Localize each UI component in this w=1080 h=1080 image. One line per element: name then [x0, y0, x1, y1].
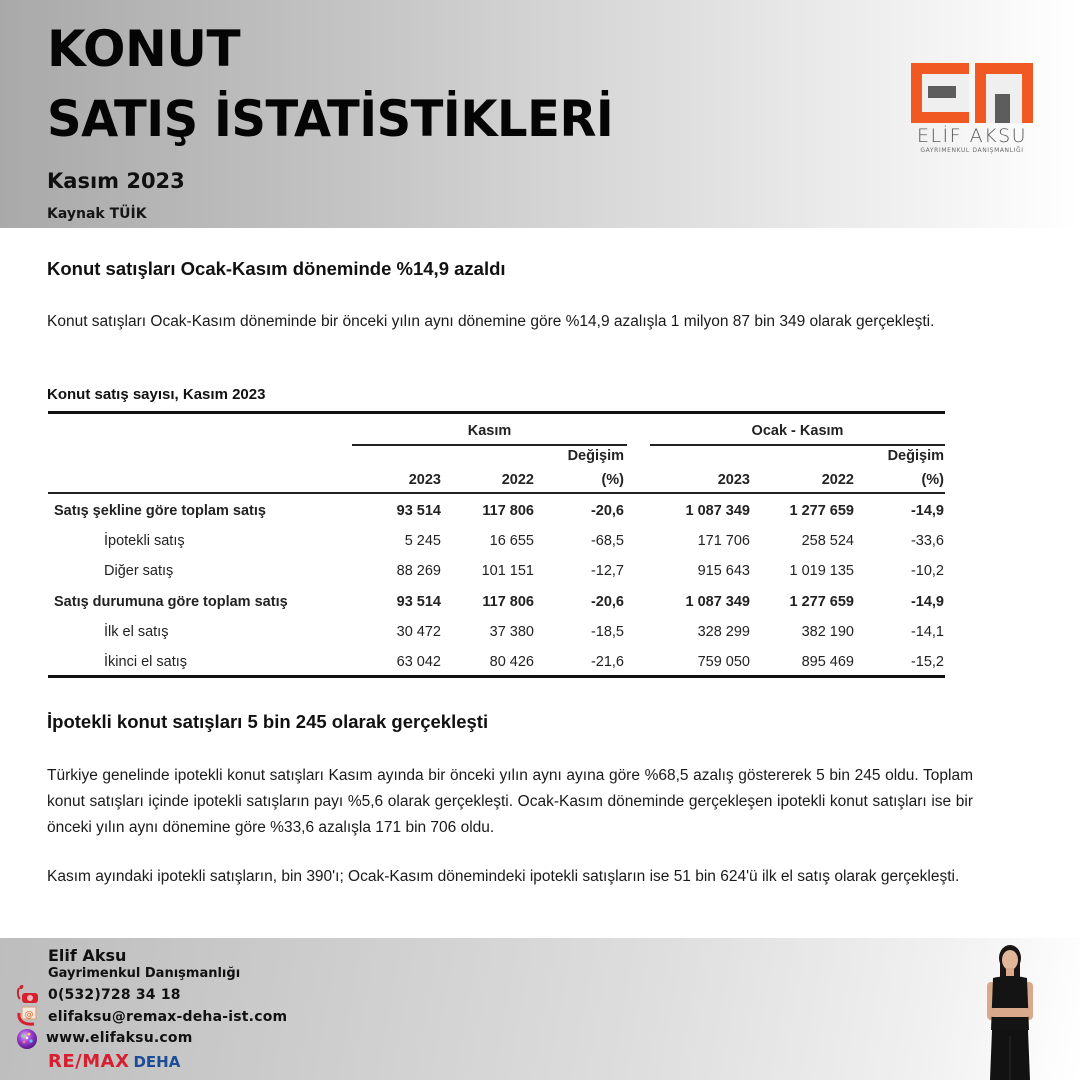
cell: 1 277 659	[789, 594, 854, 610]
table-row	[48, 527, 945, 557]
cell: 63 042	[396, 654, 441, 670]
remax-deha-logo	[48, 1051, 180, 1072]
col-header-kasim-2023: 2023	[408, 472, 441, 488]
cell: -10,2	[910, 563, 944, 579]
group-rule-kasim	[352, 444, 627, 446]
cell: 16 655	[489, 533, 534, 549]
logo-tagline: GAYRIMENKUL DANIŞMANLIĞI	[920, 147, 1024, 154]
row-label: İpotekli satış	[104, 533, 185, 549]
svg-text:@: @	[24, 1010, 34, 1020]
cell: 117 806	[482, 503, 534, 519]
cell: 328 299	[697, 624, 750, 640]
agent-photo	[975, 940, 1045, 1080]
cell: -21,6	[590, 654, 624, 670]
period-label: Kasım 2023	[47, 169, 185, 193]
cell: 5 245	[404, 533, 441, 549]
cell: 1 277 659	[789, 503, 854, 519]
sales-table	[48, 411, 945, 679]
cell: -15,2	[910, 654, 944, 670]
col-header-change-kasim-2: (%)	[601, 472, 624, 488]
section2-heading: İpotekli konut satışları 5 bin 245 olarak gerçekleşti	[47, 711, 489, 732]
phone-icon	[14, 983, 40, 1005]
section2-paragraph1: Türkiye genelinde ipotekli konut satışları Kasım ayında bir önceki yılın aynı ayına göre %68,5 azalış göstererek 5 bin 245 oldu. Toplam konut satışları içinde ipotekli satışların payı %5,6 olarak gerçekleşti. Ocak-Kasım döneminde gerçekleşen ipotekli konut satışları ise bir önceki yılın aynı dönemine göre %33,6 azalışla 171 bin 706 oldu.	[47, 767, 973, 836]
row-label: Diğer satış	[104, 563, 174, 579]
cell: 30 472	[396, 624, 441, 640]
agent-name: Elif Aksu	[48, 946, 127, 965]
email-icon	[14, 1005, 40, 1027]
cell: -14,9	[910, 503, 944, 519]
col-header-change-kasim-1: Değişim	[567, 448, 624, 464]
cell: -20,6	[590, 594, 624, 610]
cell: -18,5	[590, 624, 624, 640]
cell: 915 643	[697, 563, 750, 579]
cell: 895 469	[801, 654, 854, 670]
group-header-kasim: Kasım	[467, 423, 512, 439]
col-header-ocak-2023: 2023	[717, 472, 750, 488]
row-label: Satış şekline göre toplam satış	[54, 503, 266, 519]
brand-main: RE/MAX	[48, 1051, 130, 1072]
logo-name: ELİF AKSU	[916, 125, 1028, 147]
header-bottom-rule	[48, 492, 945, 494]
cell: -68,5	[590, 533, 624, 549]
table-row	[48, 497, 945, 527]
cell: 1 019 135	[789, 563, 854, 579]
col-header-kasim-2022: 2022	[501, 472, 534, 488]
cell: 759 050	[697, 654, 750, 670]
cell: 93 514	[396, 503, 441, 519]
row-label: İkinci el satış	[104, 654, 187, 670]
cell: 101 151	[481, 563, 534, 579]
cell: -12,7	[590, 563, 624, 579]
website-link[interactable]: www.elifaksu.com	[46, 1030, 193, 1046]
phone-link[interactable]: 0(532)728 34 18	[48, 987, 181, 1003]
cell: 93 514	[396, 594, 441, 610]
col-header-change-ocak-2: (%)	[921, 472, 944, 488]
table-caption: Konut satış sayısı, Kasım 2023	[47, 386, 266, 403]
table-bottom-rule	[48, 675, 945, 678]
cell: 258 524	[801, 533, 854, 549]
table-top-rule	[48, 411, 945, 414]
brand-sub: DEHA	[133, 1053, 181, 1071]
brand-logo	[908, 63, 1033, 159]
table-row	[48, 588, 945, 618]
cell: -20,6	[590, 503, 624, 519]
table-row	[48, 648, 945, 678]
table-row	[48, 618, 945, 648]
group-rule-ocak-kasim	[650, 444, 945, 446]
table-row	[48, 557, 945, 587]
cell: 117 806	[482, 594, 534, 610]
cell: 80 426	[489, 654, 534, 670]
page-title-line2: SATIŞ İSTATİSTİKLERİ	[47, 90, 614, 148]
col-header-change-ocak-1: Değişim	[887, 448, 944, 464]
cell: 1 087 349	[685, 503, 750, 519]
cell: 171 706	[697, 533, 750, 549]
row-label: İlk el satış	[104, 624, 169, 640]
ea-monogram-icon	[911, 63, 1033, 123]
email-link[interactable]: elifaksu@remax-deha-ist.com	[48, 1009, 288, 1025]
cell: 1 087 349	[685, 594, 750, 610]
cell: -33,6	[910, 533, 944, 549]
group-header-ocak-kasim: Ocak - Kasım	[751, 423, 844, 439]
cell: -14,9	[910, 594, 944, 610]
cell: 37 380	[489, 624, 534, 640]
source-label: Kaynak TÜİK	[47, 206, 147, 222]
col-header-ocak-2022: 2022	[821, 472, 854, 488]
globe-icon	[14, 1028, 40, 1050]
page-title-line1: KONUT	[47, 20, 241, 78]
row-label: Satış durumuna göre toplam satış	[54, 594, 288, 610]
cell: -14,1	[910, 624, 944, 640]
section1-heading: Konut satışları Ocak-Kasım döneminde %14,9 azaldı	[47, 258, 506, 279]
section2-paragraph2: Kasım ayındaki ipotekli satışların, bin 390'ı; Ocak-Kasım dönemindeki ipotekli satışların ise 51 bin 624'ü ilk el satış olarak gerçekleşti.	[47, 868, 960, 885]
cell: 88 269	[396, 563, 441, 579]
cell: 382 190	[801, 624, 854, 640]
agent-role: Gayrimenkul Danışmanlığı	[48, 966, 241, 981]
section1-paragraph: Konut satışları Ocak-Kasım döneminde bir önceki yılın aynı dönemine göre %14,9 azalışla 1 milyon 87 bin 349 olarak gerçekleşti.	[47, 313, 935, 330]
